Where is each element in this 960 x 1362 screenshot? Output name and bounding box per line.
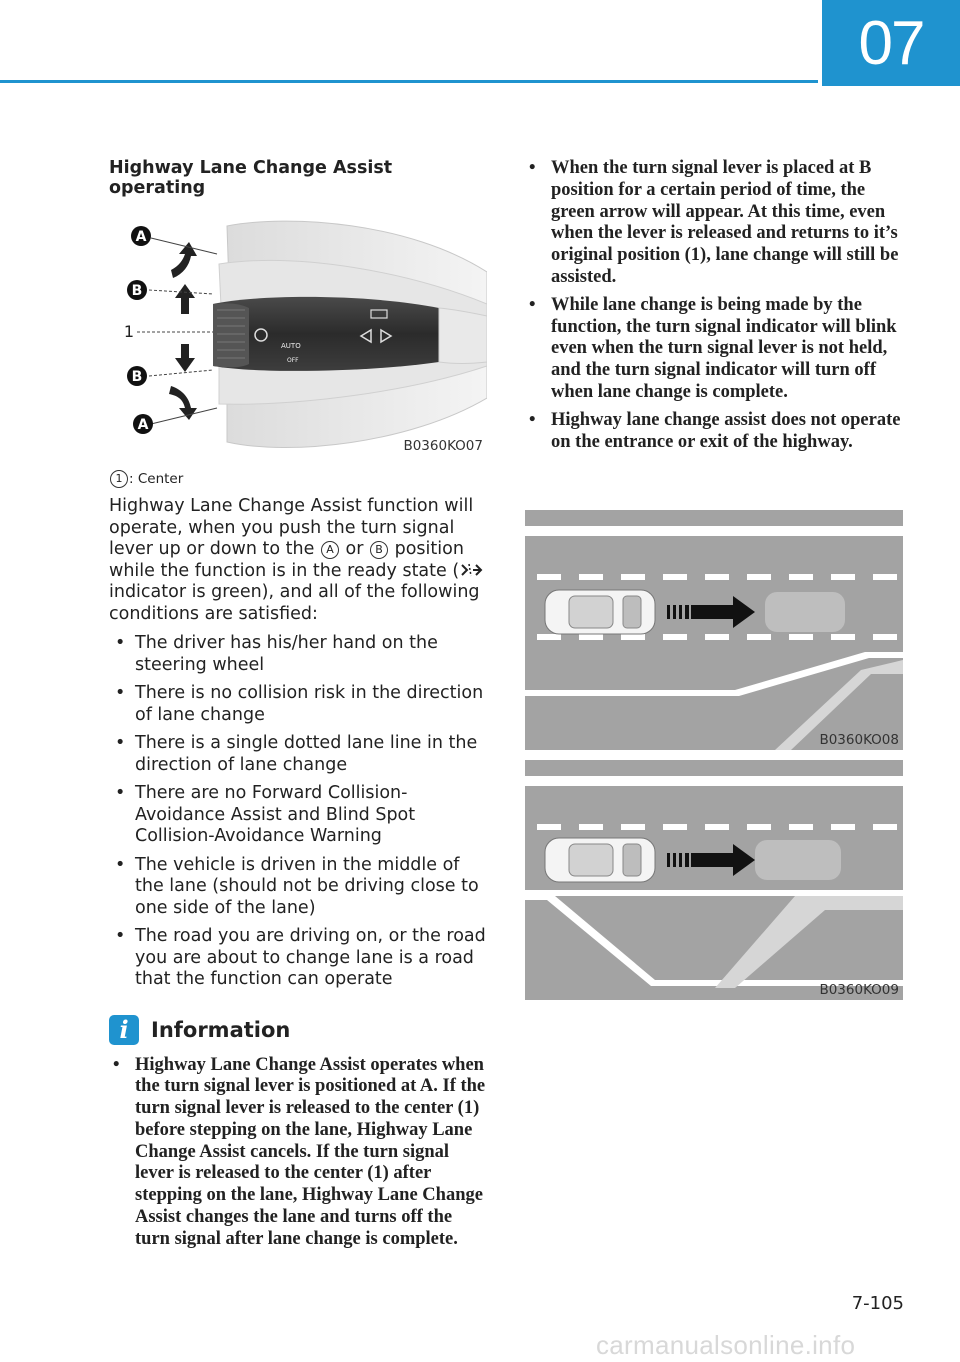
left-column <box>109 158 489 1257</box>
intro-paragraph <box>109 496 489 625</box>
lane-change-figure-2 <box>525 760 903 1000</box>
intro-text-1: Highway Lane Change Assist function will operate, when you push the turn signal lever up or down to the <box>109 496 474 559</box>
info-icon: i <box>109 1015 139 1045</box>
notes-list <box>525 158 903 453</box>
list-item: • Highway lane change assist does not operate on the entrance or exit of the highway. <box>525 410 903 454</box>
list-item: • There is no collision risk in the direction of lane change <box>109 683 489 726</box>
lane-change-illustration-1 <box>525 510 903 750</box>
list-item: • The driver has his/her hand on the steering wheel <box>109 633 489 676</box>
label-center: 1 <box>123 322 135 341</box>
list-item: • There are no Forward Collision-Avoidance Assist and Blind Spot Collision-Avoidance Warning <box>109 783 489 848</box>
figure-caption <box>109 470 489 488</box>
information-list <box>109 1055 489 1251</box>
right-column <box>525 158 903 459</box>
header-rule <box>0 80 818 83</box>
page-number: 7-105 <box>851 1293 904 1314</box>
turn-signal-lever-illustration <box>109 212 487 456</box>
turn-signal-lever-figure <box>109 212 487 456</box>
intro-or: or <box>345 539 364 559</box>
position-marker-a: A <box>321 541 339 559</box>
caption-number: 1 <box>110 470 128 488</box>
conditions-list <box>109 633 489 991</box>
list-item: • The vehicle is driven in the middle of the lane (should not be driving close to one side of the lane) <box>109 855 489 920</box>
information-title: Information <box>151 1017 291 1042</box>
label-a-top: A <box>135 229 147 245</box>
lane-change-figure-1 <box>525 510 903 750</box>
label-a-bottom: A <box>137 417 149 433</box>
figure-id: B0360KO08 <box>819 732 899 748</box>
list-item: • While lane change is being made by the function, the turn signal indicator will blink even when the turn signal lever is not held, and the turn signal indicator will turn off when lane change is complete. <box>525 295 903 404</box>
off-label: OFF <box>287 357 299 364</box>
label-b-top: B <box>131 283 143 299</box>
figure-id: B0360KO07 <box>403 438 483 454</box>
figure-id: B0360KO09 <box>819 982 899 998</box>
section-title: Highway Lane Change Assist operating <box>109 158 393 198</box>
list-item: • The road you are driving on, or the road you are about to change lane is a road that the function can operate <box>109 926 489 991</box>
list-item: • Highway Lane Change Assist operates when the turn signal lever is positioned at A. If the turn signal lever is released to the center (1) before stepping on the lane, Highway Lane Change Assist cancels. If the turn signal lever is released to the center (1) after stepping on the lane, Highway Lane Change Assist changes the lane and turns off the turn signal after lane change is complete. <box>109 1055 489 1251</box>
intro-text-2: position while the function is in the ready state ( <box>109 539 464 581</box>
position-marker-b: B <box>370 541 388 559</box>
lane-change-illustration-2 <box>525 760 903 1000</box>
watermark: carmanualsonline.info <box>596 1330 856 1360</box>
chapter-tab: 07 <box>822 0 960 86</box>
information-header <box>109 1015 489 1045</box>
list-item: • There is a single dotted lane line in the direction of lane change <box>109 733 489 776</box>
list-item: • When the turn signal lever is placed at B position for a certain period of time, the green arrow will appear. At this time, even when the lever is released and returns to it’s original position (1), lane change will still be assisted. <box>525 158 903 289</box>
intro-text-3: indicator is green), and all of the following conditions are satisfied: <box>109 582 480 624</box>
lane-change-indicator-icon <box>459 562 487 578</box>
caption-text: : Center <box>129 471 184 487</box>
label-b-bottom: B <box>131 369 143 385</box>
auto-label: AUTO <box>281 342 301 350</box>
